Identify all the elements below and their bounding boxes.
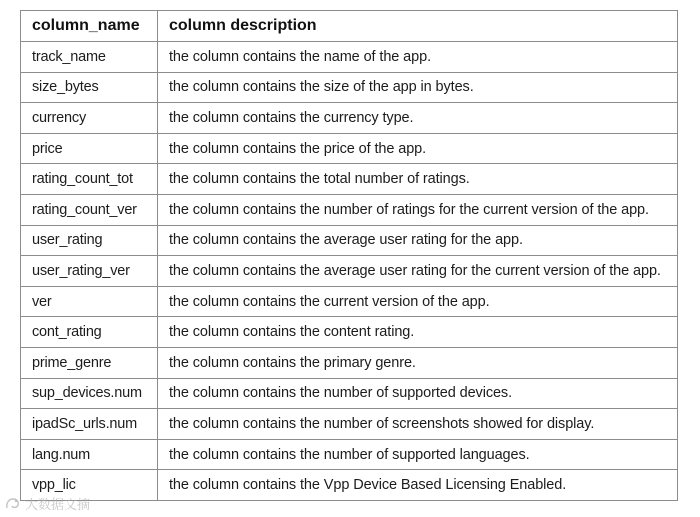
cell-column-name: prime_genre bbox=[21, 347, 158, 378]
cell-column-description: the column contains the content rating. bbox=[158, 317, 678, 348]
cell-column-name: user_rating_ver bbox=[21, 256, 158, 287]
table-header-row bbox=[21, 11, 678, 42]
cell-column-name: rating_count_ver bbox=[21, 194, 158, 225]
table-row bbox=[21, 378, 678, 409]
table-row bbox=[21, 72, 678, 103]
cell-column-name: lang.num bbox=[21, 439, 158, 470]
header-column-name: column_name bbox=[21, 11, 158, 42]
table-row bbox=[21, 256, 678, 287]
cell-column-name: cont_rating bbox=[21, 317, 158, 348]
cell-column-description: the column contains the number of supported languages. bbox=[158, 439, 678, 470]
table-row bbox=[21, 194, 678, 225]
cell-column-description: the column contains the primary genre. bbox=[158, 347, 678, 378]
cell-column-name: price bbox=[21, 133, 158, 164]
header-column-description: column description bbox=[158, 11, 678, 42]
cell-column-description: the column contains the name of the app. bbox=[158, 42, 678, 73]
cell-column-description: the column contains the average user rating for the current version of the app. bbox=[158, 256, 678, 287]
column-description-table bbox=[20, 10, 678, 501]
cell-column-name: user_rating bbox=[21, 225, 158, 256]
cell-column-name: track_name bbox=[21, 42, 158, 73]
table-row bbox=[21, 286, 678, 317]
table-row bbox=[21, 225, 678, 256]
table-row bbox=[21, 317, 678, 348]
cell-column-description: the column contains the number of screenshots showed for display. bbox=[158, 409, 678, 440]
table-row bbox=[21, 164, 678, 195]
cell-column-name: rating_count_tot bbox=[21, 164, 158, 195]
cell-column-name: vpp_lic bbox=[21, 470, 158, 501]
cell-column-description: the column contains the number of supported devices. bbox=[158, 378, 678, 409]
cell-column-description: the column contains the price of the app. bbox=[158, 133, 678, 164]
cell-column-name: ver bbox=[21, 286, 158, 317]
column-description-table-container bbox=[20, 10, 677, 501]
table-row bbox=[21, 347, 678, 378]
table-row bbox=[21, 470, 678, 501]
table-row bbox=[21, 439, 678, 470]
cell-column-description: the column contains the currency type. bbox=[158, 103, 678, 134]
cell-column-description: the column contains the current version of the app. bbox=[158, 286, 678, 317]
table-row bbox=[21, 103, 678, 134]
table-row bbox=[21, 409, 678, 440]
cell-column-name: ipadSc_urls.num bbox=[21, 409, 158, 440]
table-row bbox=[21, 42, 678, 73]
cell-column-description: the column contains the total number of ratings. bbox=[158, 164, 678, 195]
cell-column-name: currency bbox=[21, 103, 158, 134]
watermark-logo-icon bbox=[4, 496, 22, 512]
watermark-text: 大数据文摘 bbox=[25, 497, 91, 512]
watermark bbox=[4, 494, 90, 513]
cell-column-name: size_bytes bbox=[21, 72, 158, 103]
cell-column-description: the column contains the average user rating for the app. bbox=[158, 225, 678, 256]
table-row bbox=[21, 133, 678, 164]
cell-column-name: sup_devices.num bbox=[21, 378, 158, 409]
cell-column-description: the column contains the size of the app in bytes. bbox=[158, 72, 678, 103]
cell-column-description: the column contains the Vpp Device Based Licensing Enabled. bbox=[158, 470, 678, 501]
cell-column-description: the column contains the number of ratings for the current version of the app. bbox=[158, 194, 678, 225]
